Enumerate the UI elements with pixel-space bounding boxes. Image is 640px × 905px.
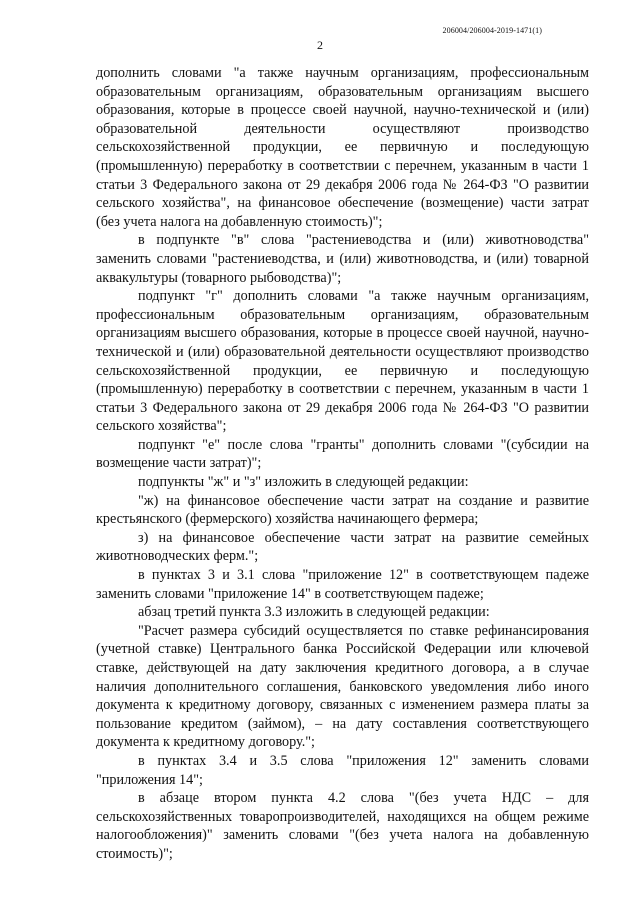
- paragraph: з) на финансовое обеспечение части затрат на развитие семейных животноводческих ферм.";: [96, 529, 589, 565]
- paragraph: абзац третий пункта 3.3 изложить в следующей редакции:: [138, 604, 490, 621]
- page-number: 2: [317, 38, 323, 52]
- document-id: 206004/206004-2019-1471(1): [442, 26, 542, 35]
- paragraph: в пунктах 3.4 и 3.5 слова "приложения 12" заменить словами "приложения 14";: [96, 752, 589, 788]
- paragraph: в абзаце втором пункта 4.2 слова "(без учета НДС – для сельскохозяйственных товаропроизводителей, находящихся на общем режиме налогообложения)" заменить словами "(без учета налога на добавленную стоимость)";: [96, 790, 589, 862]
- paragraph: в подпункте "в" слова "растениеводства и (или) животноводства" заменить словами "растениеводства, и (или) животноводства, и (или) товарной аквакультуры (товарного рыбоводства)";: [96, 232, 589, 286]
- paragraph: "Расчет размера субсидий осуществляется по ставке рефинансирования (учетной ставке) Центрального банка Российской Федерации или ключевой ставке, действующей на дату заключения кредитного договора, а в случае наличия дополнительного соглашения, банковского уведомления либо иного документа к кредитному договору, связанных с изменением размера платы за пользование кредитом (займом), – на дату составления соответствующего документа к кредитному договору.";: [96, 622, 589, 751]
- paragraph: подпункт "е" после слова "гранты" дополнить словами "(субсидии на возмещение части затрат)";: [96, 436, 589, 472]
- paragraph: подпункты "ж" и "з" изложить в следующей редакции:: [138, 474, 469, 491]
- paragraph: подпункт "г" дополнить словами "а также научным организациям, профессиональным образовательным организациям, образовательным организациям высшего образования, которые в процессе своей научной, научно-технической и (или) образовательной деятельности осуществляют производство сельскохозяйственной продукции, ее первичную и последующую (промышленную) переработку в соответствии с перечнем, указанным в части 1 статьи 3 Федерального закона от 29 декабря 2006 года № 264-ФЗ "О развитии сельского хозяйства";: [96, 288, 589, 435]
- paragraph: дополнить словами "а также научным организациям, профессиональным образовательным организациям, образовательным организациям высшего образования, которые в процессе своей научной, научно-технической и (или) образовательной деятельности осуществляют производство сельскохозяйственной продукции, ее первичную и последующую (промышленную) переработку в соответствии с перечнем, указанным в части 1 статьи 3 Федерального закона от 29 декабря 2006 года № 264-ФЗ "О развитии сельского хозяйства", на финансовое обеспечение (возмещение) части затрат (без учета налога на добавленную стоимость)";: [96, 65, 589, 230]
- paragraph: "ж) на финансовое обеспечение части затрат на создание и развитие крестьянского (фермерского) хозяйства начинающего фермера;: [96, 492, 589, 528]
- paragraph: в пунктах 3 и 3.1 слова "приложение 12" в соответствующем падеже заменить словами "приложение 14" в соответствующем падеже;: [96, 567, 589, 602]
- document-body: [96, 64, 589, 864]
